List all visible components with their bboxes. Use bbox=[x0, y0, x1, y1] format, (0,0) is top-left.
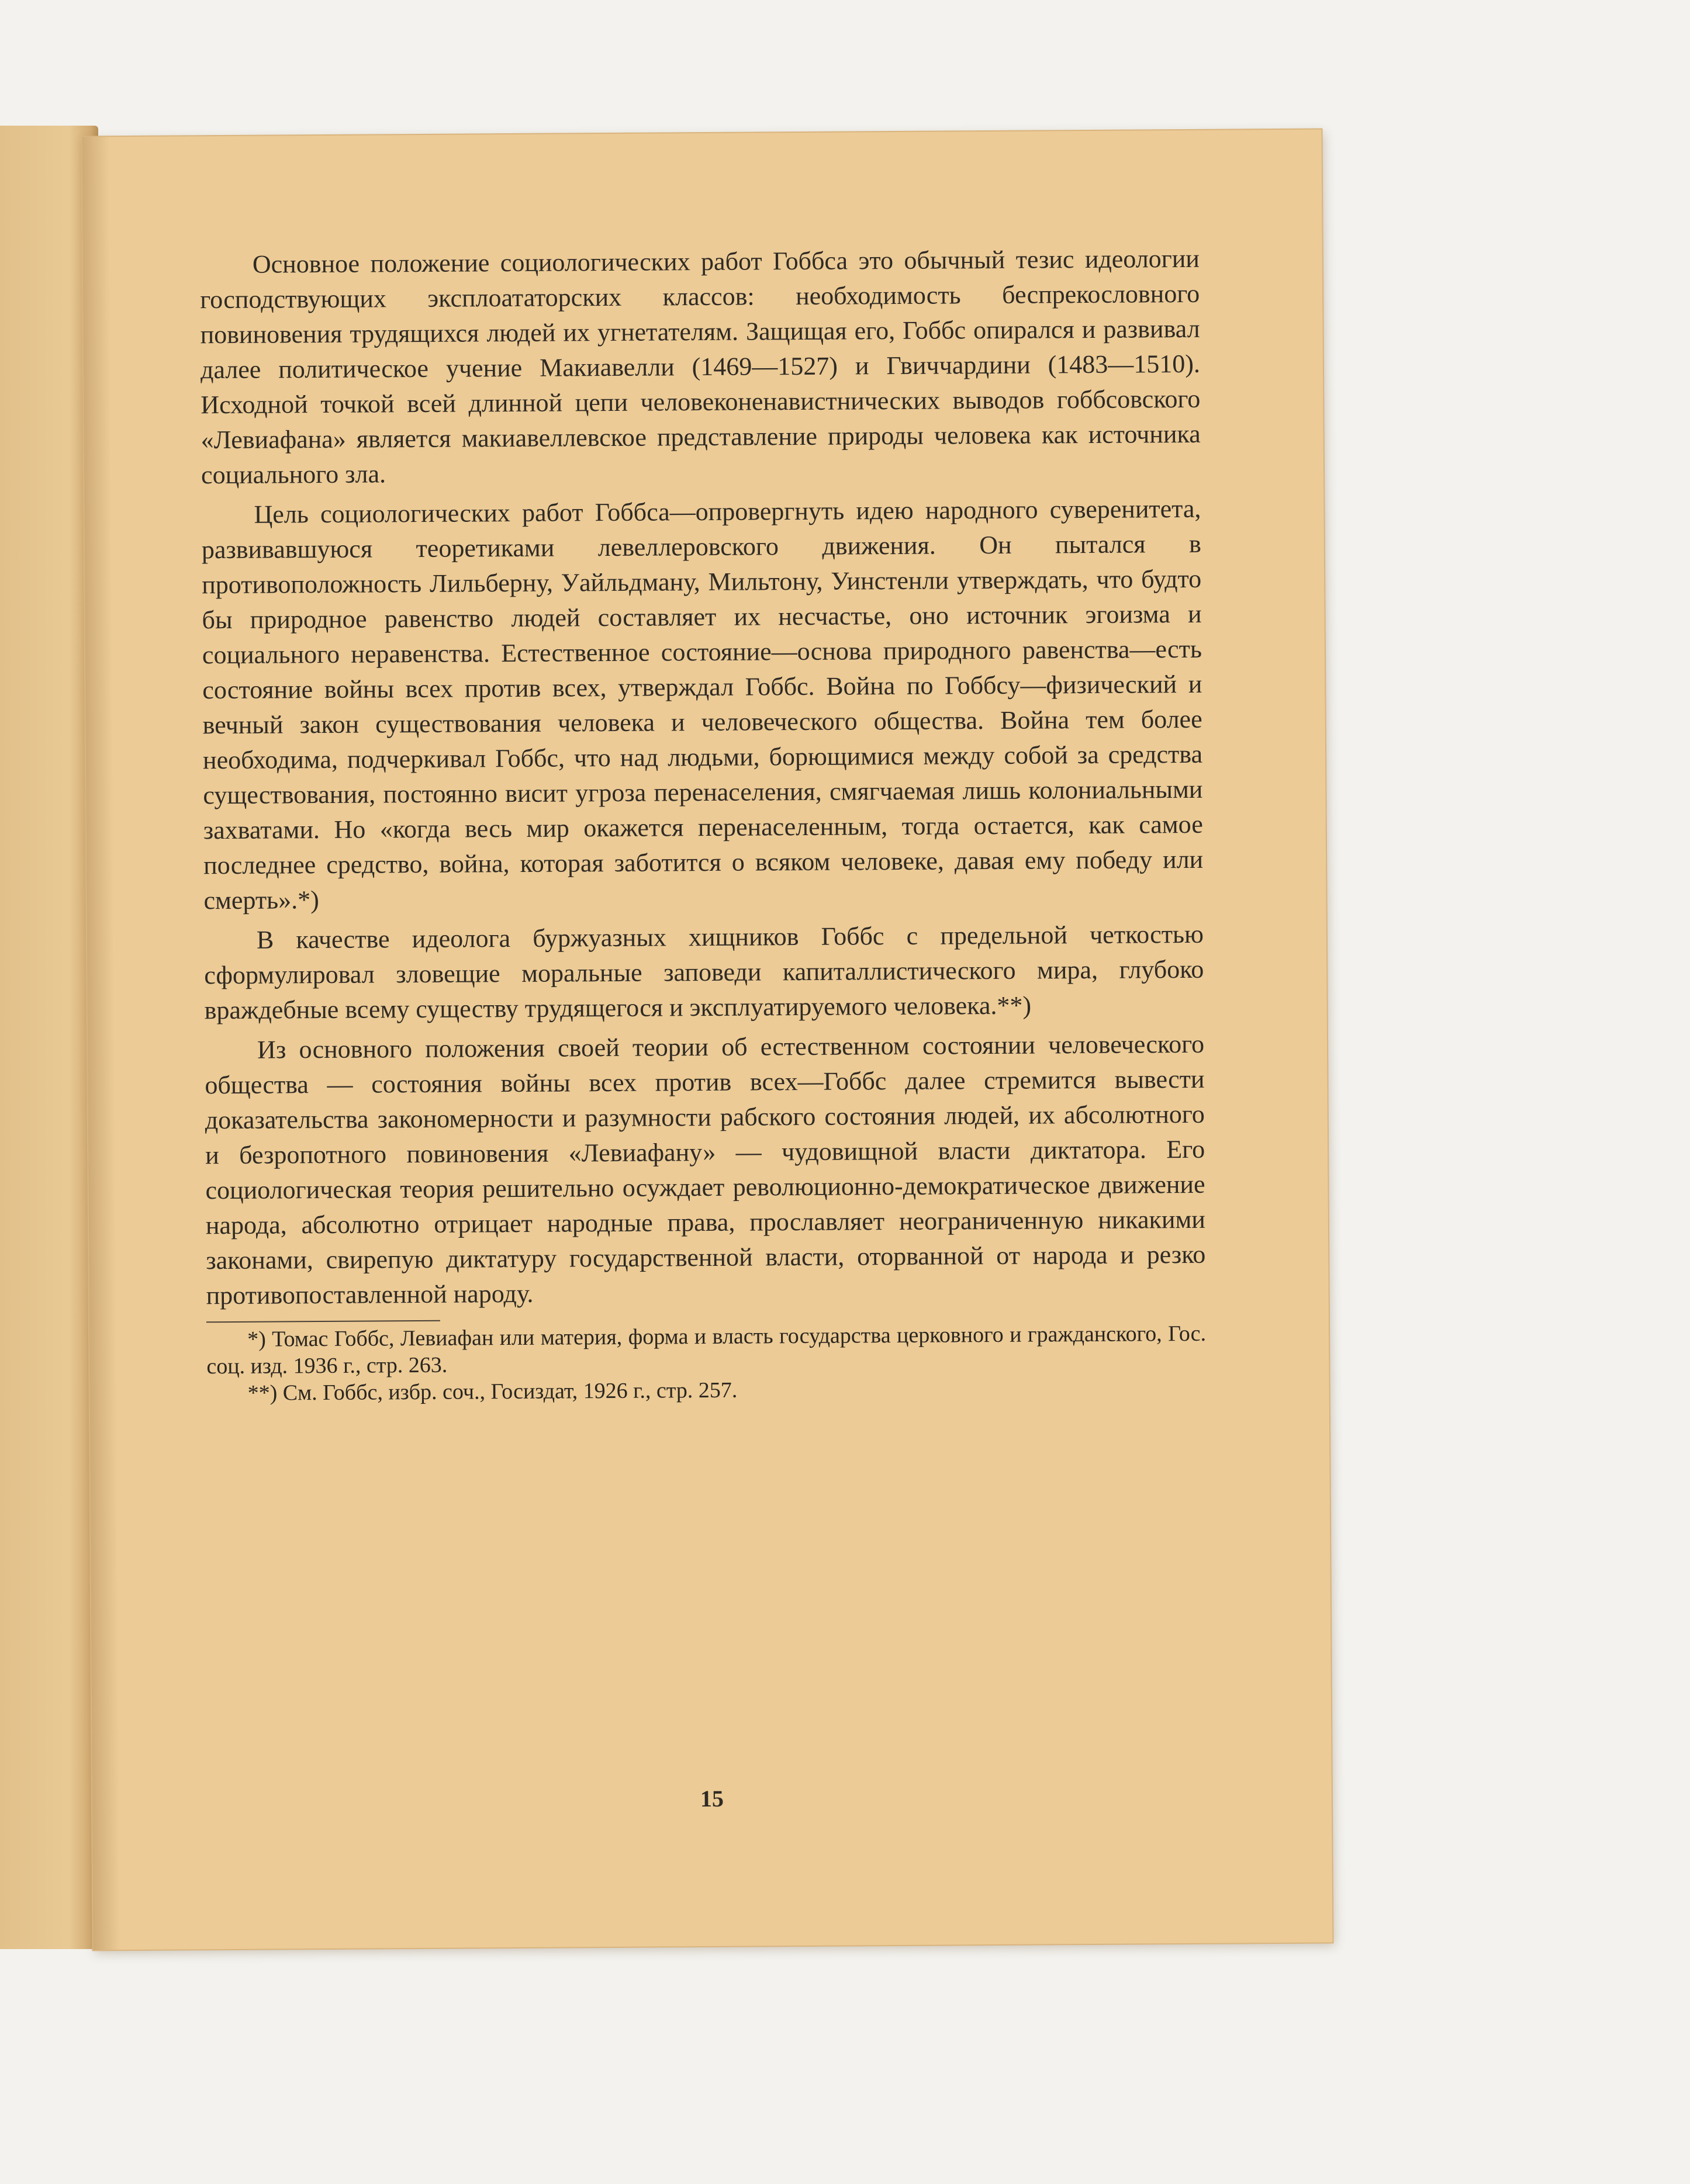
footnote-2: **) См. Гоббс, избр. соч., Госиздат, 1926 г., стр. 257. bbox=[247, 1377, 738, 1406]
page-number: 15 bbox=[700, 1785, 724, 1812]
paragraph-1: Основное положение социологических работ Гоббса это обычный тезис идеологии господствующих эксплоататорских классов: необходимость беспрекословного повиновения трудящихся людей их угнетателям. Защищая его, Гоббс опирался и развивал далее политическое учение Макиавелли (1469—1527) и Гвиччардини (1483—1510). Исходной точкой всей длинной цепи человеконенавистнических выводов гоббсовского «Левиафана» является макиавеллевское представление природы человека как источника социального зла. bbox=[200, 244, 1201, 490]
paragraph-4: Из основного положения своей теории об естественном состоянии человеческого общества — состояния войны всех против всех—Гоббс далее стремится вывести доказательства закономерности и разумности рабского состояния людей, их абсолютного и безропотного повиновения «Левиафану» — чудовищной власти диктатора. Его социологическая теория решительно осуждает революционно-демократическое движение народа, абсолютно отрицает народные права, прославляет неограниченную никакими законами, свирепую диктатуру государственной власти, оторванной от народа и резко противопоставленной народу. bbox=[205, 1029, 1206, 1310]
footnote-divider bbox=[206, 1320, 440, 1323]
book-page bbox=[82, 130, 1333, 1950]
footnote-1: *) Томас Гоббс, Левиафан или материя, форма и власть государства церковного и гражданского, Гос. соц. изд. 1936 г., стр. 263. bbox=[206, 1321, 1207, 1379]
paragraph-2: Цель социологических работ Гоббса—опровергнуть идею народного суверенитета, развивавшуюся теоретиками левеллеровского движения. Он пытался в противоположность Лильберну, Уайльдману, Мильтону, Уинстенли утверждать, что будто бы природное равенство людей составляет их несчастье, оно источник эгоизма и социального неравенства. Естественное состояние—основа природного равенства—есть состояние войны всех против всех, утверждал Гоббс. Война по Гоббсу—физический и вечный закон существования человека и человеческого общества. Война тем более необходима, подчеркивал Гоббс, что над людьми, борющимися между собой за средства существования, постоянно висит угроза перенаселения, смягчаемая лишь колониальными захватами. Но «когда весь мир окажется перенаселенным, тогда остается, как самое последнее средство, война, которая заботится о всяком человеке, давая ему победу или смерть».*) bbox=[201, 494, 1204, 915]
body-text bbox=[200, 241, 1207, 1407]
footnotes bbox=[206, 1313, 1207, 1407]
paragraph-3: В качестве идеолога буржуазных хищников Гоббс с предельной четкостью сформулировал зловещие моральные заповеди капиталлистического мира, глубоко враждебные всему существу трудящегося и эксплуатируемого человека.**) bbox=[204, 919, 1204, 1025]
